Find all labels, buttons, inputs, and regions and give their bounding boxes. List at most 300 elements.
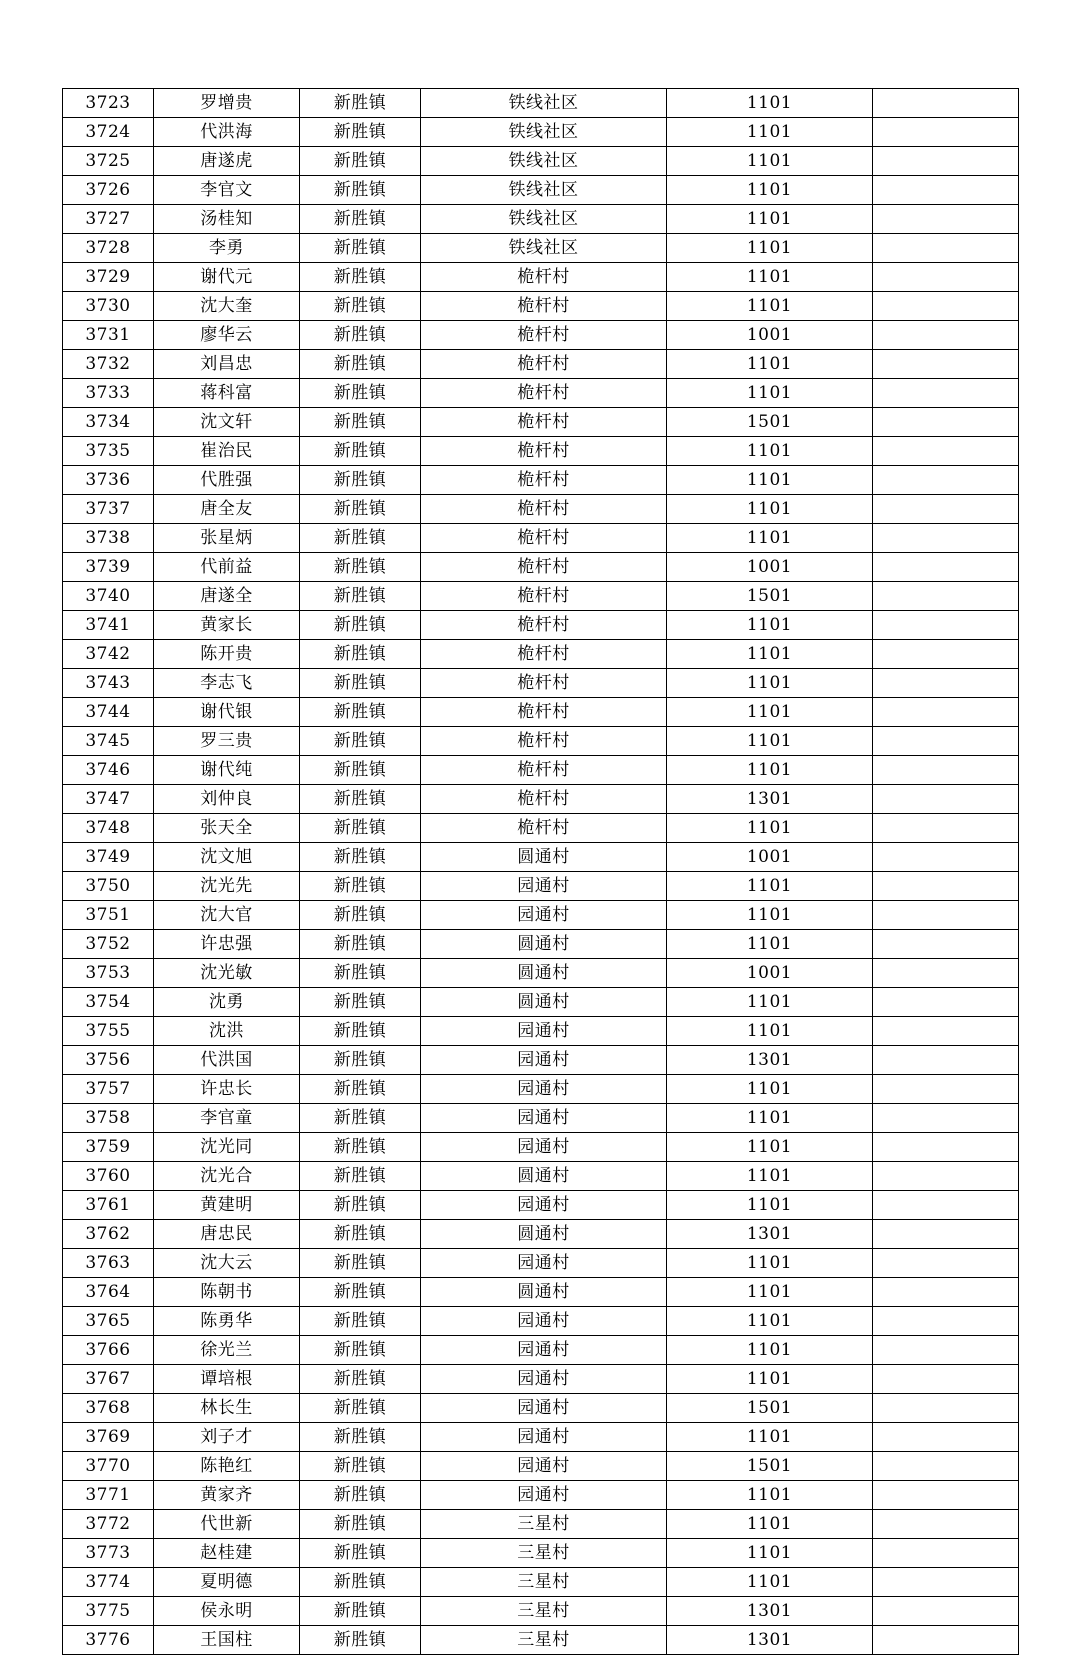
cell-town: 新胜镇	[300, 1104, 421, 1133]
cell-code: 1101	[667, 205, 873, 234]
cell-blank	[873, 350, 1019, 379]
cell-village: 圆通村	[421, 1162, 667, 1191]
cell-village: 园通村	[421, 1017, 667, 1046]
cell-seq: 3732	[63, 350, 154, 379]
table-row	[63, 1365, 1019, 1394]
cell-code: 1101	[667, 1278, 873, 1307]
cell-name: 李勇	[154, 234, 300, 263]
cell-blank	[873, 1017, 1019, 1046]
cell-seq: 3730	[63, 292, 154, 321]
table-row	[63, 698, 1019, 727]
cell-blank	[873, 756, 1019, 785]
cell-town: 新胜镇	[300, 1597, 421, 1626]
cell-seq: 3756	[63, 1046, 154, 1075]
cell-seq: 3739	[63, 553, 154, 582]
table-row	[63, 1104, 1019, 1133]
cell-village: 桅杆村	[421, 814, 667, 843]
cell-name: 黄家长	[154, 611, 300, 640]
cell-town: 新胜镇	[300, 1626, 421, 1655]
cell-code: 1101	[667, 176, 873, 205]
cell-name: 林长生	[154, 1394, 300, 1423]
cell-village: 铁线社区	[421, 205, 667, 234]
cell-town: 新胜镇	[300, 1220, 421, 1249]
cell-blank	[873, 1626, 1019, 1655]
cell-code: 1101	[667, 524, 873, 553]
cell-blank	[873, 930, 1019, 959]
cell-code: 1101	[667, 756, 873, 785]
table-row	[63, 1452, 1019, 1481]
table-body	[63, 89, 1019, 1655]
cell-town: 新胜镇	[300, 321, 421, 350]
cell-code: 1501	[667, 582, 873, 611]
cell-village: 圆通村	[421, 1220, 667, 1249]
cell-seq: 3753	[63, 959, 154, 988]
table-row	[63, 205, 1019, 234]
cell-village: 园通村	[421, 1104, 667, 1133]
cell-town: 新胜镇	[300, 1336, 421, 1365]
cell-seq: 3738	[63, 524, 154, 553]
cell-code: 1501	[667, 1394, 873, 1423]
cell-village: 三星村	[421, 1597, 667, 1626]
cell-code: 1101	[667, 901, 873, 930]
cell-name: 代洪国	[154, 1046, 300, 1075]
cell-blank	[873, 1481, 1019, 1510]
table-row	[63, 843, 1019, 872]
cell-name: 沈光同	[154, 1133, 300, 1162]
table-row	[63, 466, 1019, 495]
cell-village: 桅杆村	[421, 640, 667, 669]
cell-code: 1101	[667, 437, 873, 466]
cell-town: 新胜镇	[300, 437, 421, 466]
cell-town: 新胜镇	[300, 147, 421, 176]
cell-blank	[873, 582, 1019, 611]
cell-name: 唐遂虎	[154, 147, 300, 176]
cell-blank	[873, 785, 1019, 814]
cell-code: 1101	[667, 147, 873, 176]
cell-blank	[873, 205, 1019, 234]
table-row	[63, 901, 1019, 930]
cell-name: 汤桂知	[154, 205, 300, 234]
cell-village: 桅杆村	[421, 756, 667, 785]
cell-town: 新胜镇	[300, 1307, 421, 1336]
cell-code: 1101	[667, 263, 873, 292]
cell-name: 黄家齐	[154, 1481, 300, 1510]
cell-blank	[873, 727, 1019, 756]
cell-blank	[873, 901, 1019, 930]
cell-code: 1301	[667, 1626, 873, 1655]
cell-blank	[873, 524, 1019, 553]
cell-seq: 3770	[63, 1452, 154, 1481]
table-row	[63, 321, 1019, 350]
cell-blank	[873, 843, 1019, 872]
cell-name: 陈艳红	[154, 1452, 300, 1481]
cell-blank	[873, 988, 1019, 1017]
cell-seq: 3776	[63, 1626, 154, 1655]
cell-name: 沈文旭	[154, 843, 300, 872]
cell-name: 代洪海	[154, 118, 300, 147]
cell-seq: 3762	[63, 1220, 154, 1249]
table-row	[63, 1220, 1019, 1249]
cell-blank	[873, 495, 1019, 524]
cell-seq: 3768	[63, 1394, 154, 1423]
cell-code: 1101	[667, 1191, 873, 1220]
cell-village: 园通村	[421, 1133, 667, 1162]
cell-blank	[873, 611, 1019, 640]
cell-name: 唐忠民	[154, 1220, 300, 1249]
cell-village: 园通村	[421, 1307, 667, 1336]
cell-name: 侯永明	[154, 1597, 300, 1626]
cell-village: 三星村	[421, 1510, 667, 1539]
cell-seq: 3745	[63, 727, 154, 756]
cell-village: 铁线社区	[421, 176, 667, 205]
cell-town: 新胜镇	[300, 263, 421, 292]
table-row	[63, 988, 1019, 1017]
cell-village: 三星村	[421, 1568, 667, 1597]
cell-seq: 3740	[63, 582, 154, 611]
cell-code: 1101	[667, 379, 873, 408]
cell-blank	[873, 408, 1019, 437]
cell-blank	[873, 176, 1019, 205]
cell-town: 新胜镇	[300, 611, 421, 640]
cell-town: 新胜镇	[300, 1481, 421, 1510]
cell-name: 代前益	[154, 553, 300, 582]
cell-village: 桅杆村	[421, 582, 667, 611]
cell-name: 唐全友	[154, 495, 300, 524]
cell-code: 1301	[667, 1220, 873, 1249]
cell-code: 1101	[667, 872, 873, 901]
cell-name: 王国柱	[154, 1626, 300, 1655]
cell-name: 沈文轩	[154, 408, 300, 437]
table-row	[63, 292, 1019, 321]
cell-name: 刘昌忠	[154, 350, 300, 379]
cell-village: 桅杆村	[421, 727, 667, 756]
cell-code: 1101	[667, 1104, 873, 1133]
cell-name: 张天全	[154, 814, 300, 843]
cell-code: 1001	[667, 321, 873, 350]
cell-town: 新胜镇	[300, 1394, 421, 1423]
cell-code: 1301	[667, 785, 873, 814]
cell-blank	[873, 1220, 1019, 1249]
cell-town: 新胜镇	[300, 872, 421, 901]
cell-village: 圆通村	[421, 988, 667, 1017]
cell-blank	[873, 1162, 1019, 1191]
cell-village: 圆通村	[421, 1278, 667, 1307]
cell-name: 罗增贵	[154, 89, 300, 118]
cell-blank	[873, 1597, 1019, 1626]
cell-code: 1101	[667, 698, 873, 727]
cell-seq: 3760	[63, 1162, 154, 1191]
cell-blank	[873, 263, 1019, 292]
cell-code: 1101	[667, 988, 873, 1017]
cell-name: 沈勇	[154, 988, 300, 1017]
cell-town: 新胜镇	[300, 1075, 421, 1104]
table-row	[63, 408, 1019, 437]
table-row	[63, 756, 1019, 785]
cell-village: 桅杆村	[421, 437, 667, 466]
cell-seq: 3735	[63, 437, 154, 466]
cell-code: 1101	[667, 1133, 873, 1162]
table-row	[63, 727, 1019, 756]
cell-seq: 3726	[63, 176, 154, 205]
cell-seq: 3733	[63, 379, 154, 408]
cell-village: 桅杆村	[421, 698, 667, 727]
cell-town: 新胜镇	[300, 843, 421, 872]
cell-blank	[873, 1307, 1019, 1336]
table-row	[63, 785, 1019, 814]
cell-blank	[873, 466, 1019, 495]
cell-village: 园通村	[421, 1423, 667, 1452]
table-row	[63, 1017, 1019, 1046]
cell-name: 沈大云	[154, 1249, 300, 1278]
cell-code: 1101	[667, 350, 873, 379]
cell-village: 桅杆村	[421, 524, 667, 553]
cell-seq: 3771	[63, 1481, 154, 1510]
table-row	[63, 1539, 1019, 1568]
cell-name: 赵桂建	[154, 1539, 300, 1568]
cell-code: 1101	[667, 1539, 873, 1568]
cell-code: 1101	[667, 1017, 873, 1046]
cell-code: 1101	[667, 640, 873, 669]
table-row	[63, 1336, 1019, 1365]
cell-name: 李官童	[154, 1104, 300, 1133]
table-row	[63, 437, 1019, 466]
cell-name: 沈光合	[154, 1162, 300, 1191]
cell-code: 1001	[667, 553, 873, 582]
table-row	[63, 1307, 1019, 1336]
cell-seq: 3736	[63, 466, 154, 495]
table-row	[63, 495, 1019, 524]
cell-seq: 3755	[63, 1017, 154, 1046]
cell-village: 园通村	[421, 1249, 667, 1278]
cell-town: 新胜镇	[300, 698, 421, 727]
cell-town: 新胜镇	[300, 1568, 421, 1597]
cell-seq: 3752	[63, 930, 154, 959]
cell-blank	[873, 959, 1019, 988]
cell-village: 园通村	[421, 1191, 667, 1220]
roster-table	[62, 88, 1019, 1655]
cell-name: 许忠强	[154, 930, 300, 959]
cell-town: 新胜镇	[300, 1510, 421, 1539]
cell-code: 1101	[667, 1510, 873, 1539]
cell-code: 1101	[667, 611, 873, 640]
cell-code: 1001	[667, 843, 873, 872]
table-row	[63, 611, 1019, 640]
cell-village: 园通村	[421, 1336, 667, 1365]
cell-code: 1101	[667, 1075, 873, 1104]
cell-seq: 3772	[63, 1510, 154, 1539]
cell-village: 园通村	[421, 1075, 667, 1104]
cell-town: 新胜镇	[300, 408, 421, 437]
cell-blank	[873, 437, 1019, 466]
cell-seq: 3744	[63, 698, 154, 727]
cell-village: 铁线社区	[421, 118, 667, 147]
cell-village: 三星村	[421, 1539, 667, 1568]
cell-name: 沈光先	[154, 872, 300, 901]
cell-blank	[873, 1394, 1019, 1423]
cell-blank	[873, 1452, 1019, 1481]
cell-blank	[873, 118, 1019, 147]
cell-village: 园通村	[421, 872, 667, 901]
cell-seq: 3759	[63, 1133, 154, 1162]
cell-code: 1101	[667, 466, 873, 495]
cell-name: 刘子才	[154, 1423, 300, 1452]
cell-blank	[873, 669, 1019, 698]
cell-blank	[873, 1336, 1019, 1365]
cell-name: 李志飞	[154, 669, 300, 698]
cell-blank	[873, 1365, 1019, 1394]
table-row	[63, 553, 1019, 582]
table-row	[63, 1481, 1019, 1510]
cell-village: 桅杆村	[421, 553, 667, 582]
cell-town: 新胜镇	[300, 1133, 421, 1162]
table-row	[63, 89, 1019, 118]
table-row	[63, 1162, 1019, 1191]
cell-name: 刘仲良	[154, 785, 300, 814]
table-row	[63, 234, 1019, 263]
cell-village: 桅杆村	[421, 350, 667, 379]
cell-town: 新胜镇	[300, 640, 421, 669]
cell-town: 新胜镇	[300, 553, 421, 582]
cell-town: 新胜镇	[300, 930, 421, 959]
cell-seq: 3723	[63, 89, 154, 118]
cell-name: 代世新	[154, 1510, 300, 1539]
cell-town: 新胜镇	[300, 292, 421, 321]
cell-blank	[873, 147, 1019, 176]
cell-blank	[873, 1539, 1019, 1568]
cell-seq: 3757	[63, 1075, 154, 1104]
cell-code: 1501	[667, 408, 873, 437]
cell-code: 1301	[667, 1597, 873, 1626]
cell-village: 园通村	[421, 901, 667, 930]
cell-code: 1101	[667, 1249, 873, 1278]
table-row	[63, 350, 1019, 379]
cell-code: 1101	[667, 118, 873, 147]
cell-name: 黄建明	[154, 1191, 300, 1220]
cell-village: 圆通村	[421, 930, 667, 959]
cell-village: 园通村	[421, 1394, 667, 1423]
cell-name: 代胜强	[154, 466, 300, 495]
cell-name: 陈勇华	[154, 1307, 300, 1336]
cell-blank	[873, 1249, 1019, 1278]
cell-seq: 3747	[63, 785, 154, 814]
cell-code: 1101	[667, 1336, 873, 1365]
cell-village: 圆通村	[421, 959, 667, 988]
table-row	[63, 263, 1019, 292]
cell-blank	[873, 640, 1019, 669]
cell-seq: 3750	[63, 872, 154, 901]
cell-town: 新胜镇	[300, 1452, 421, 1481]
cell-town: 新胜镇	[300, 466, 421, 495]
cell-town: 新胜镇	[300, 176, 421, 205]
cell-name: 罗三贵	[154, 727, 300, 756]
cell-seq: 3774	[63, 1568, 154, 1597]
cell-town: 新胜镇	[300, 988, 421, 1017]
table-row	[63, 176, 1019, 205]
cell-blank	[873, 234, 1019, 263]
cell-name: 谢代元	[154, 263, 300, 292]
cell-seq: 3741	[63, 611, 154, 640]
cell-village: 桅杆村	[421, 408, 667, 437]
cell-blank	[873, 872, 1019, 901]
cell-seq: 3754	[63, 988, 154, 1017]
cell-seq: 3758	[63, 1104, 154, 1133]
cell-seq: 3724	[63, 118, 154, 147]
cell-seq: 3764	[63, 1278, 154, 1307]
cell-blank	[873, 1104, 1019, 1133]
cell-name: 崔治民	[154, 437, 300, 466]
cell-town: 新胜镇	[300, 379, 421, 408]
cell-town: 新胜镇	[300, 524, 421, 553]
cell-town: 新胜镇	[300, 1423, 421, 1452]
cell-town: 新胜镇	[300, 1162, 421, 1191]
cell-code: 1101	[667, 495, 873, 524]
cell-blank	[873, 1423, 1019, 1452]
cell-seq: 3775	[63, 1597, 154, 1626]
cell-code: 1101	[667, 1423, 873, 1452]
cell-village: 园通村	[421, 1481, 667, 1510]
cell-village: 桅杆村	[421, 495, 667, 524]
cell-town: 新胜镇	[300, 582, 421, 611]
cell-seq: 3761	[63, 1191, 154, 1220]
cell-name: 陈朝书	[154, 1278, 300, 1307]
cell-blank	[873, 292, 1019, 321]
cell-blank	[873, 814, 1019, 843]
cell-village: 铁线社区	[421, 234, 667, 263]
cell-village: 桅杆村	[421, 321, 667, 350]
cell-village: 圆通村	[421, 843, 667, 872]
cell-town: 新胜镇	[300, 1046, 421, 1075]
cell-blank	[873, 1075, 1019, 1104]
cell-blank	[873, 698, 1019, 727]
table-row	[63, 524, 1019, 553]
cell-village: 桅杆村	[421, 785, 667, 814]
cell-seq: 3765	[63, 1307, 154, 1336]
cell-name: 沈洪	[154, 1017, 300, 1046]
cell-town: 新胜镇	[300, 89, 421, 118]
cell-code: 1001	[667, 959, 873, 988]
cell-village: 园通村	[421, 1046, 667, 1075]
cell-town: 新胜镇	[300, 727, 421, 756]
cell-code: 1101	[667, 930, 873, 959]
table-row	[63, 379, 1019, 408]
cell-town: 新胜镇	[300, 756, 421, 785]
cell-seq: 3751	[63, 901, 154, 930]
cell-seq: 3769	[63, 1423, 154, 1452]
cell-seq: 3725	[63, 147, 154, 176]
cell-town: 新胜镇	[300, 234, 421, 263]
cell-code: 1101	[667, 234, 873, 263]
cell-seq: 3729	[63, 263, 154, 292]
table-row	[63, 814, 1019, 843]
cell-village: 桅杆村	[421, 292, 667, 321]
cell-name: 许忠长	[154, 1075, 300, 1104]
cell-code: 1101	[667, 1162, 873, 1191]
cell-seq: 3742	[63, 640, 154, 669]
table-row	[63, 1046, 1019, 1075]
cell-village: 铁线社区	[421, 147, 667, 176]
cell-name: 谢代银	[154, 698, 300, 727]
cell-seq: 3767	[63, 1365, 154, 1394]
cell-town: 新胜镇	[300, 350, 421, 379]
cell-seq: 3728	[63, 234, 154, 263]
table-row	[63, 1394, 1019, 1423]
cell-code: 1101	[667, 669, 873, 698]
cell-seq: 3743	[63, 669, 154, 698]
table-row	[63, 930, 1019, 959]
table-row	[63, 640, 1019, 669]
cell-seq: 3746	[63, 756, 154, 785]
cell-town: 新胜镇	[300, 118, 421, 147]
